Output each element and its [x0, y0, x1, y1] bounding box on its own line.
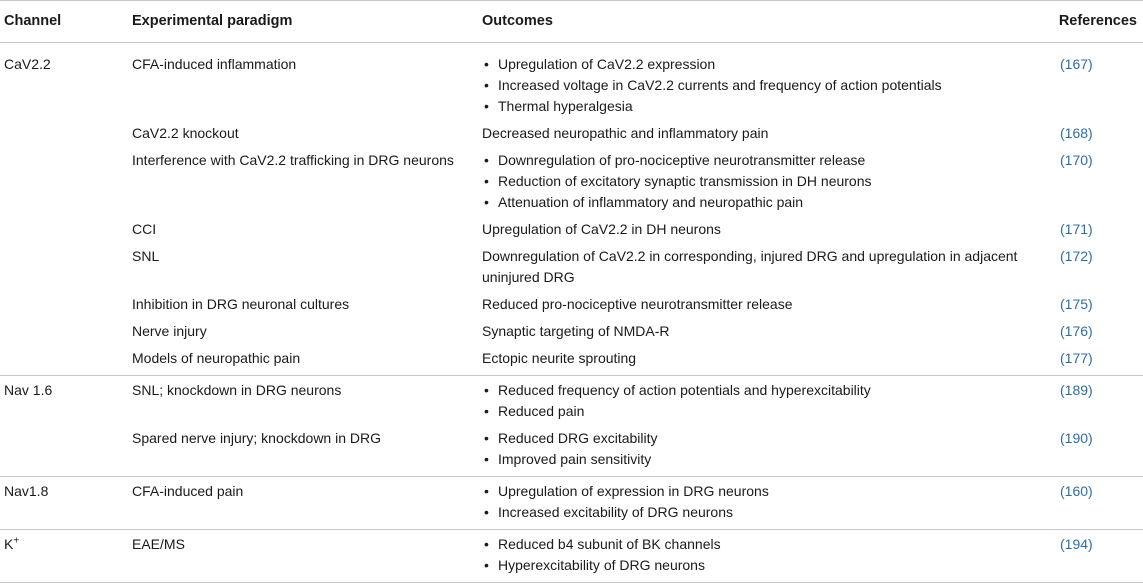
cell-paradigm: Inhibition in DRG neuronal cultures — [132, 296, 350, 312]
cell-outcomes: Ectopic neurite sprouting — [478, 344, 1048, 376]
reference-link[interactable]: (160) — [1060, 483, 1093, 499]
outcome-list — [482, 481, 1048, 523]
cell-channel — [0, 146, 128, 215]
cell-reference — [1048, 242, 1143, 290]
outcome-list — [482, 380, 1048, 422]
cell-reference — [1048, 146, 1143, 215]
table-row — [0, 317, 1143, 344]
cell-paradigm: EAE/MS — [128, 530, 478, 583]
header-paradigm: Experimental paradigm — [128, 1, 478, 43]
cell-channel: CaV2.2 — [4, 56, 51, 72]
reference-link[interactable]: (177) — [1060, 350, 1093, 366]
cell-channel — [0, 344, 128, 376]
cell-channel: Nav 1.6 — [4, 382, 53, 398]
reference-link[interactable]: (167) — [1060, 56, 1093, 72]
cell-outcomes — [478, 530, 1048, 583]
table-row — [0, 242, 1143, 290]
outcome-item: • Reduced b4 subunit of BK channels — [482, 534, 1048, 555]
outcome-item: • Thermal hyperalgesia — [482, 96, 1048, 117]
cell-outcomes — [478, 43, 1048, 120]
cell-reference — [1048, 477, 1143, 530]
cell-reference — [1048, 317, 1143, 344]
cell-channel — [0, 317, 128, 344]
cell-reference — [1048, 530, 1143, 583]
outcome-item: • Reduced frequency of action potentials and hyperexcitability — [482, 380, 1048, 401]
cell-channel: K+ — [0, 530, 128, 583]
table-row — [0, 530, 1143, 583]
outcome-item: • Hyperexcitability of DRG neurons — [482, 555, 1048, 576]
table-row — [0, 344, 1143, 376]
outcome-item: • Upregulation of expression in DRG neurons — [482, 481, 1048, 502]
cell-channel — [0, 290, 128, 317]
table-row — [0, 43, 1143, 120]
cell-channel: Nav1.8 — [0, 477, 128, 530]
cell-paradigm: SNL — [132, 248, 160, 264]
outcome-item: • Downregulation of pro-nociceptive neurotransmitter release — [482, 150, 1048, 171]
cell-paradigm: CaV2.2 knockout — [132, 125, 239, 141]
reference-link[interactable]: (175) — [1060, 296, 1093, 312]
reference-link[interactable]: (168) — [1060, 125, 1093, 141]
outcome-list — [482, 54, 1048, 117]
reference-link[interactable]: (190) — [1060, 430, 1093, 446]
header-row — [0, 1, 1143, 43]
reference-link[interactable]: (194) — [1060, 536, 1093, 552]
cell-outcomes — [478, 146, 1048, 215]
cell-paradigm: Interference with CaV2.2 trafficking in DRG neurons — [132, 152, 454, 168]
cell-outcomes — [478, 424, 1048, 477]
cell-reference — [1048, 376, 1143, 425]
table-row — [0, 477, 1143, 530]
outcome-item: • Increased excitability of DRG neurons — [482, 502, 1048, 523]
cell-channel — [0, 215, 128, 242]
cell-channel — [0, 242, 128, 290]
cell-outcomes: Downregulation of CaV2.2 in corresponding, injured DRG and upregulation in adjacent uninjured DRG — [482, 248, 1018, 285]
outcome-list — [482, 534, 1048, 576]
cell-reference — [1048, 119, 1143, 146]
cell-channel — [0, 119, 128, 146]
cell-paradigm: CFA-induced pain — [128, 477, 478, 530]
cell-paradigm: CFA-induced inflammation — [132, 56, 297, 72]
outcome-list — [482, 150, 1048, 213]
cell-paradigm: Nerve injury — [132, 323, 207, 339]
outcome-item: • Improved pain sensitivity — [482, 449, 1048, 470]
cell-reference — [1048, 290, 1143, 317]
reference-link[interactable]: (189) — [1060, 382, 1093, 398]
table-row — [0, 290, 1143, 317]
outcome-list — [482, 428, 1048, 470]
table-row — [0, 424, 1143, 477]
cell-paradigm: Models of neuropathic pain — [128, 344, 478, 376]
outcome-item: • Increased voltage in CaV2.2 currents and frequency of action potentials — [482, 75, 1048, 96]
outcome-item: • Attenuation of inflammatory and neuropathic pain — [482, 192, 1048, 213]
header-references: References — [1048, 1, 1143, 43]
table-row — [0, 376, 1143, 425]
outcome-item: • Upregulation of CaV2.2 expression — [482, 54, 1048, 75]
cell-reference — [1048, 424, 1143, 477]
cell-outcomes: Upregulation of CaV2.2 in DH neurons — [482, 221, 721, 237]
reference-link[interactable]: (172) — [1060, 248, 1093, 264]
table-row — [0, 215, 1143, 242]
table-row — [0, 119, 1143, 146]
cell-paradigm: SNL; knockdown in DRG neurons — [132, 382, 342, 398]
outcome-item: • Reduced DRG excitability — [482, 428, 1048, 449]
header-channel: Channel — [0, 1, 128, 43]
cell-reference — [1048, 344, 1143, 376]
reference-link[interactable]: (176) — [1060, 323, 1093, 339]
cell-outcomes — [478, 376, 1048, 425]
table-row — [0, 146, 1143, 215]
cell-reference — [1048, 215, 1143, 242]
cell-reference — [1048, 43, 1143, 120]
cell-paradigm: CCI — [132, 221, 157, 237]
header-outcomes: Outcomes — [478, 1, 1048, 43]
reference-link[interactable]: (171) — [1060, 221, 1093, 237]
cell-outcomes — [478, 477, 1048, 530]
cell-paradigm: Spared nerve injury; knockdown in DRG — [128, 424, 478, 477]
cell-outcomes: Decreased neuropathic and inflammatory pain — [482, 125, 769, 141]
reference-link[interactable]: (170) — [1060, 152, 1093, 168]
cell-outcomes: Synaptic targeting of NMDA-R — [482, 323, 670, 339]
cell-outcomes: Reduced pro-nociceptive neurotransmitter release — [482, 296, 793, 312]
outcome-item: • Reduction of excitatory synaptic transmission in DH neurons — [482, 171, 1048, 192]
cell-channel — [0, 424, 128, 477]
outcome-item: • Reduced pain — [482, 401, 1048, 422]
